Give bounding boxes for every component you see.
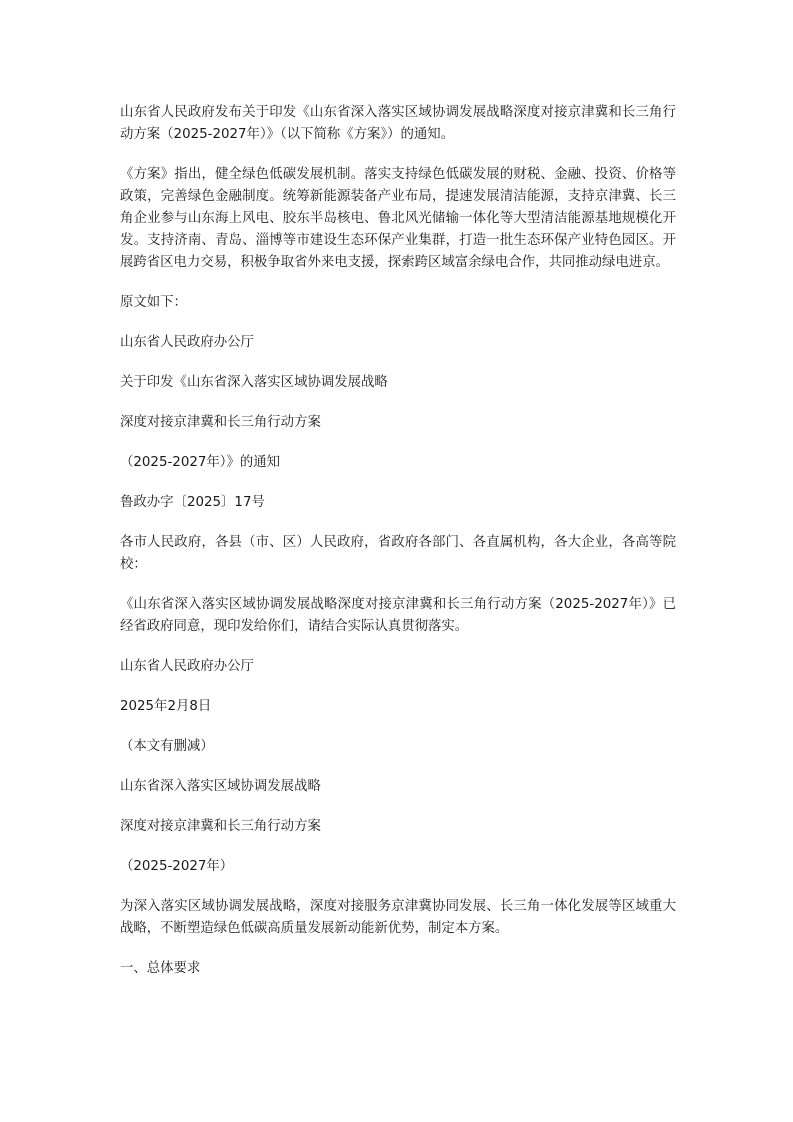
recipients: 各市人民政府，各县（市、区）人民政府，省政府各部门、各直属机构，各大企业，各高等院校： (120, 535, 676, 572)
notice-title-line-1: 关于印发《山东省深入落实区域协调发展战略 (120, 375, 388, 390)
issuer-name: 山东省人民政府办公厅 (120, 335, 254, 350)
signature-date: 2025年2月8日 (120, 699, 212, 714)
plan-title-line-3: （2025-2027年） (120, 859, 234, 874)
plan-preamble: 为深入落实区域协调发展战略，深度对接服务京津冀协同发展、长三角一体化发展等区域重大战略，不断塑造绿色低碳高质量发展新动能新优势，制定本方案。 (120, 899, 676, 936)
section-heading-general-requirements: 一、总体要求 (120, 961, 201, 976)
notice-title-line-2: 深度对接京津冀和长三角行动方案 (120, 415, 321, 430)
original-text-label: 原文如下： (120, 295, 187, 310)
plan-title-line-1: 山东省深入落实区域协调发展战略 (120, 779, 321, 794)
notice-title-line-3: （2025-2027年）》的通知 (120, 455, 281, 470)
summary-paragraph: 《方案》指出，健全绿色低碳发展机制。落实支持绿色低碳发展的财税、金融、投资、价格等政策，完善绿色金融制度。统筹新能源装备产业布局，提速发展清洁能源，支持京津冀、长三角企业参与山东海上风电、胶东半岛核电、鲁北风光储输一体化等大型清洁能源基地规模化开发。支持济南、青岛、淄博等市建设生态环保产业集群，打造一批生态环保产业特色园区。开展跨省区电力交易，积极争取省外来电支援，探索跨区域富余绿电合作，共同推动绿电进京。 (120, 167, 676, 270)
document-page (120, 102, 676, 998)
intro-paragraph: 山东省人民政府发布关于印发《山东省深入落实区域协调发展战略深度对接京津冀和长三角行动方案（2025-2027年）》（以下简称《方案》）的通知。 (120, 105, 676, 142)
abridged-note: （本文有删减） (120, 739, 214, 754)
plan-title-line-2: 深度对接京津冀和长三角行动方案 (120, 819, 321, 834)
signature-issuer: 山东省人民政府办公厅 (120, 659, 254, 674)
notice-body: 《山东省深入落实区域协调发展战略深度对接京津冀和长三角行动方案（2025-2027年）》已经省政府同意，现印发给你们，请结合实际认真贯彻落实。 (120, 597, 676, 634)
document-number: 鲁政办字〔2025〕17号 (120, 495, 265, 510)
